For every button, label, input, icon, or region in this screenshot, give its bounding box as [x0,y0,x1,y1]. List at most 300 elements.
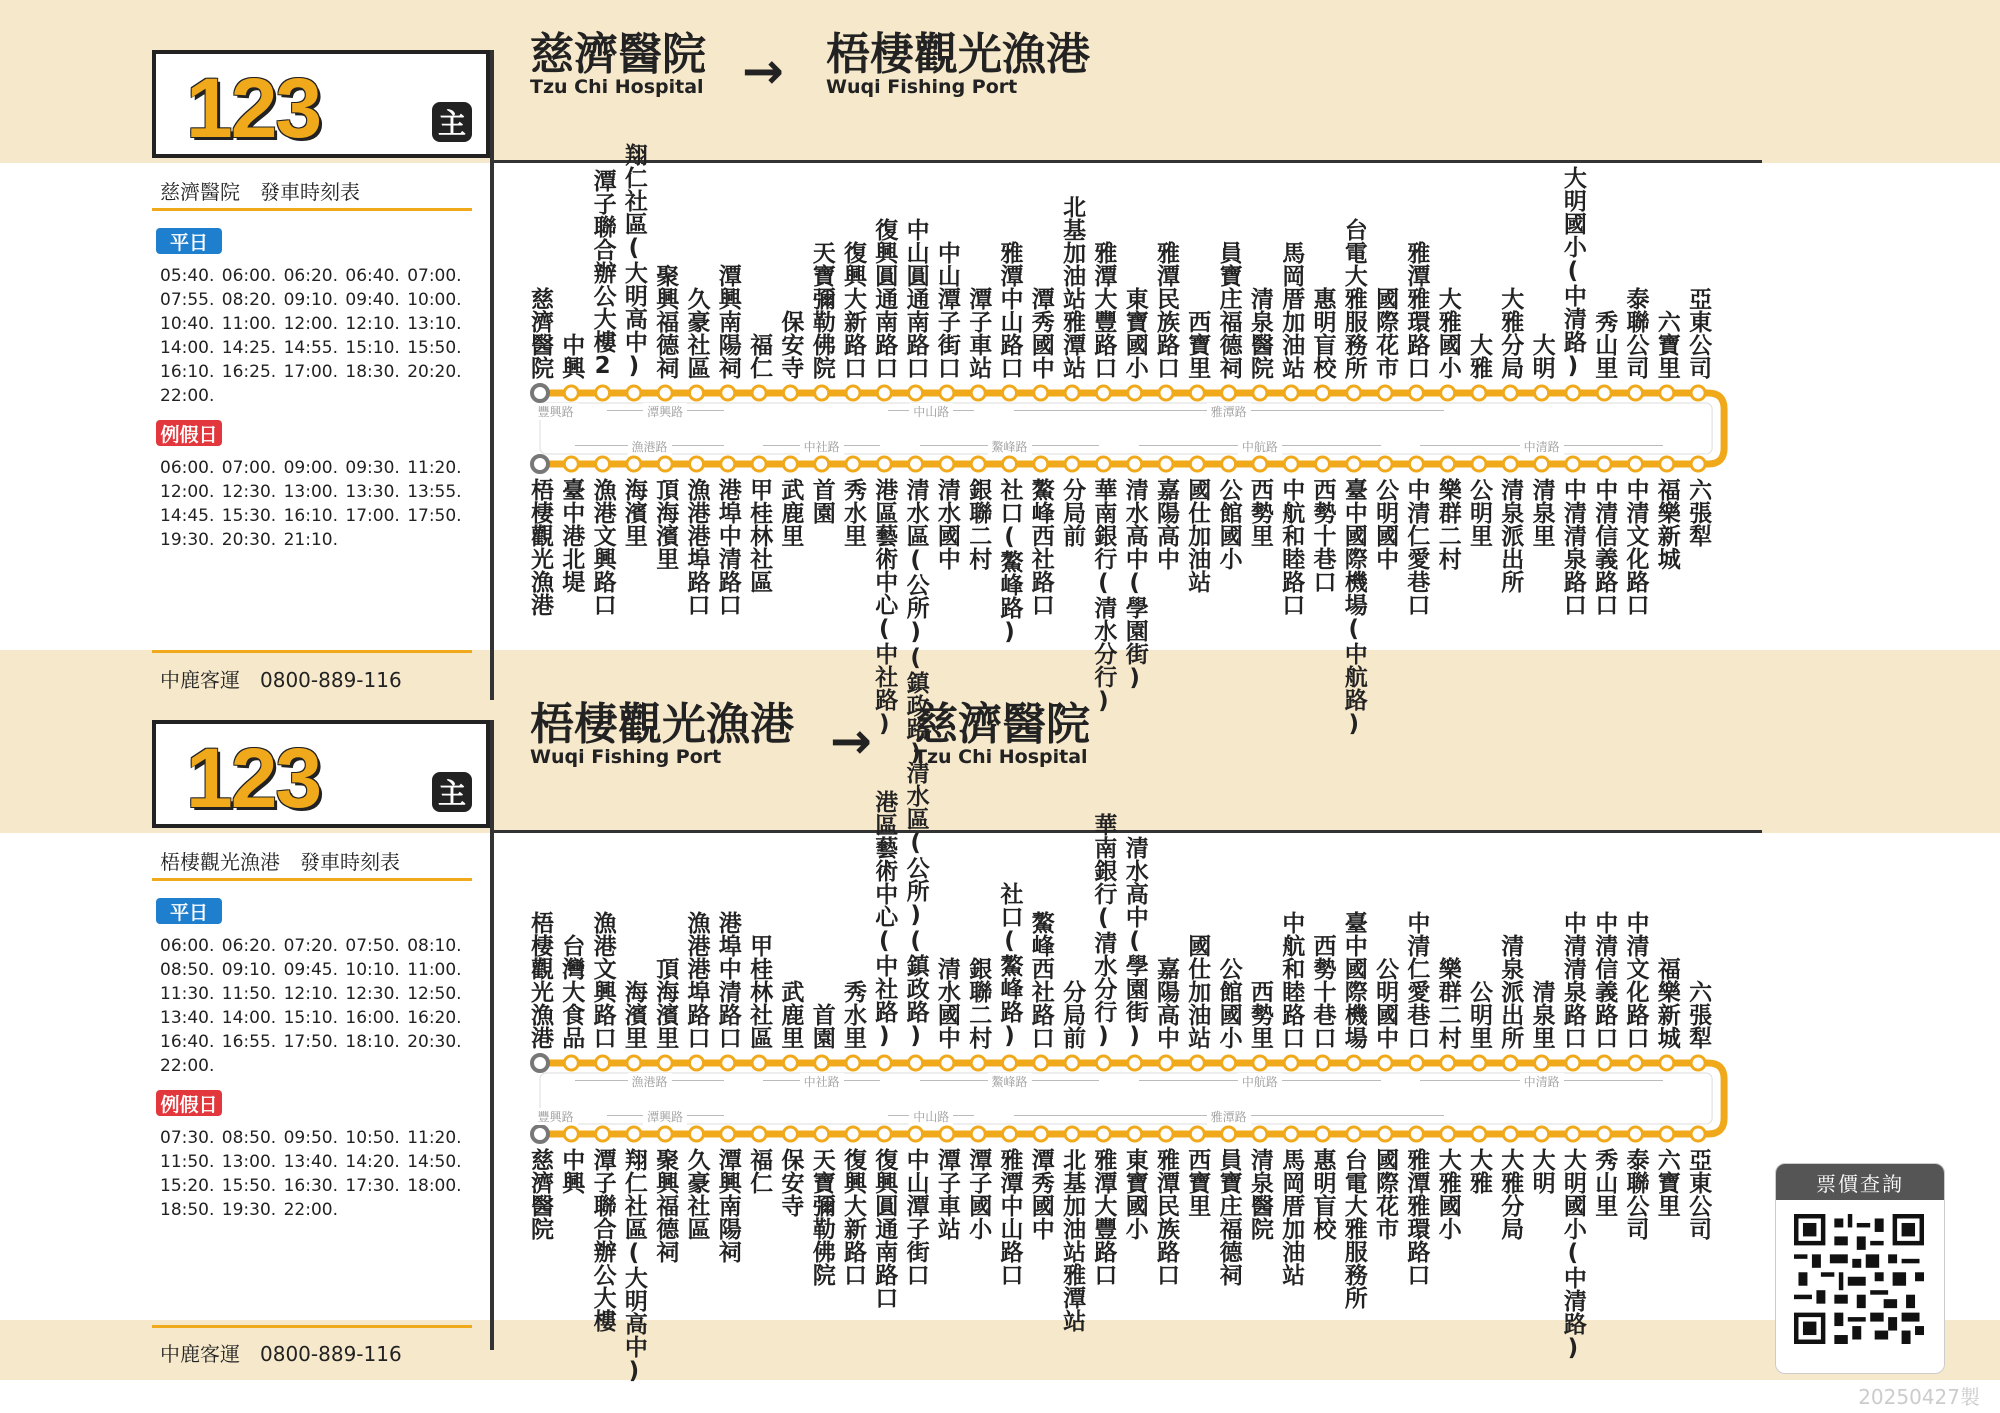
stop-marker[interactable] [596,1127,610,1141]
stop-lower[interactable] [1024,478,1058,616]
stop-lower[interactable] [1274,1148,1308,1286]
stop-marker[interactable] [909,1127,923,1141]
stop-marker[interactable] [1034,386,1048,400]
stop-marker[interactable] [1253,386,1267,400]
stop-marker[interactable] [940,1127,954,1141]
stop-marker[interactable] [1096,457,1110,471]
stop-upper[interactable] [1274,911,1308,1049]
stop-marker[interactable] [627,1127,641,1141]
stop-marker[interactable] [1566,1127,1580,1141]
stop-upper[interactable] [1212,957,1246,1049]
stop-marker[interactable] [1159,1056,1173,1070]
stop-upper[interactable] [523,911,557,1049]
stop-upper[interactable] [1462,980,1496,1049]
stop-lower[interactable] [1587,1148,1621,1217]
stop-marker[interactable] [1409,457,1423,471]
stop-lower[interactable] [1149,1148,1183,1286]
stop-lower[interactable] [930,1148,964,1240]
stop-marker[interactable] [1190,457,1204,471]
stop-marker[interactable] [1535,1056,1549,1070]
stop-lower[interactable] [1525,1148,1559,1194]
stop-marker[interactable] [1034,1056,1048,1070]
stop-marker[interactable] [1347,457,1361,471]
stop-marker[interactable] [1190,1127,1204,1141]
stop-marker[interactable] [658,1127,672,1141]
stop-upper[interactable] [1118,836,1152,1049]
stop-marker[interactable] [690,386,704,400]
stop-marker[interactable] [1691,457,1705,471]
stop-upper[interactable] [899,218,933,379]
stop-lower[interactable] [648,478,682,570]
stop-marker[interactable] [532,1055,548,1071]
stop-upper[interactable] [1212,241,1246,379]
stop-marker[interactable] [1034,1127,1048,1141]
stop-marker[interactable] [1284,457,1298,471]
stop-upper[interactable] [1024,287,1058,379]
stop-marker[interactable] [1222,457,1236,471]
stop-lower[interactable] [1118,1148,1152,1240]
stop-upper[interactable] [554,333,588,379]
stop-lower[interactable] [554,478,588,593]
stop-upper[interactable] [805,1003,839,1049]
stop-marker[interactable] [690,1056,704,1070]
stop-marker[interactable] [815,1127,829,1141]
stop-upper[interactable] [961,287,995,379]
stop-upper[interactable] [680,911,714,1049]
stop-upper[interactable] [1493,287,1527,379]
stop-upper[interactable] [711,264,745,379]
stop-marker[interactable] [1347,1127,1361,1141]
stop-lower[interactable] [1619,1148,1653,1240]
stop-upper[interactable] [648,957,682,1049]
stop-marker[interactable] [783,386,797,400]
stop-marker[interactable] [1378,1127,1392,1141]
stop-lower[interactable] [554,1148,588,1194]
stop-marker[interactable] [940,1056,954,1070]
stop-marker[interactable] [1316,1056,1330,1070]
stop-marker[interactable] [877,1127,891,1141]
stop-upper[interactable] [1243,287,1277,379]
stop-upper[interactable] [617,143,651,379]
stop-marker[interactable] [1065,457,1079,471]
stop-lower[interactable] [773,478,807,547]
stop-lower[interactable] [773,1148,807,1217]
stop-lower[interactable] [867,1148,901,1309]
stop-marker[interactable] [752,386,766,400]
stop-marker[interactable] [1378,457,1392,471]
stop-lower[interactable] [1337,1148,1371,1309]
stop-upper[interactable] [1274,241,1308,379]
stop-marker[interactable] [1222,1056,1236,1070]
stop-marker[interactable] [1253,1056,1267,1070]
stop-upper[interactable] [867,218,901,379]
stop-marker[interactable] [752,1056,766,1070]
stop-marker[interactable] [1472,1056,1486,1070]
stop-upper[interactable] [1118,287,1152,379]
stop-marker[interactable] [1441,386,1455,400]
stop-upper[interactable] [1681,980,1715,1049]
stop-marker[interactable] [721,386,735,400]
stop-lower[interactable] [805,1148,839,1286]
stop-marker[interactable] [1222,386,1236,400]
stop-lower[interactable] [523,1148,557,1240]
stop-upper[interactable] [1399,911,1433,1049]
stop-marker[interactable] [1222,1127,1236,1141]
stop-upper[interactable] [993,241,1027,379]
stop-lower[interactable] [1024,1148,1058,1240]
stop-upper[interactable] [680,287,714,379]
stop-upper[interactable] [1619,287,1653,379]
stop-lower[interactable] [1274,478,1308,616]
stop-marker[interactable] [846,457,860,471]
stop-marker[interactable] [909,386,923,400]
stop-upper[interactable] [1650,310,1684,379]
stop-marker[interactable] [1660,386,1674,400]
stop-lower[interactable] [1493,478,1527,593]
stop-marker[interactable] [752,1127,766,1141]
stop-marker[interactable] [1691,1056,1705,1070]
stop-upper[interactable] [1431,957,1465,1049]
stop-marker[interactable] [1034,457,1048,471]
stop-upper[interactable] [1525,980,1559,1049]
stop-upper[interactable] [1055,195,1089,379]
stop-upper[interactable] [773,310,807,379]
stop-upper[interactable] [1462,333,1496,379]
stop-upper[interactable] [1368,957,1402,1049]
stop-marker[interactable] [532,456,548,472]
stop-lower[interactable] [1212,478,1246,570]
stop-lower[interactable] [1399,1148,1433,1286]
stop-lower[interactable] [1619,478,1653,616]
stop-lower[interactable] [680,1148,714,1240]
stop-lower[interactable] [836,1148,870,1286]
stop-lower[interactable] [899,1148,933,1286]
stop-marker[interactable] [1629,1127,1643,1141]
stop-marker[interactable] [783,457,797,471]
stop-marker[interactable] [1378,1056,1392,1070]
stop-marker[interactable] [1253,1127,1267,1141]
stop-marker[interactable] [1535,1127,1549,1141]
stop-lower[interactable] [1462,1148,1496,1194]
stop-marker[interactable] [1566,386,1580,400]
stop-marker[interactable] [1347,1056,1361,1070]
stop-lower[interactable] [805,478,839,524]
stop-upper[interactable] [1086,813,1120,1049]
stop-lower[interactable] [1431,1148,1465,1240]
stop-upper[interactable] [867,790,901,1049]
stop-marker[interactable] [815,386,829,400]
stop-marker[interactable] [1409,386,1423,400]
stop-marker[interactable] [1347,386,1361,400]
stop-marker[interactable] [909,1056,923,1070]
stop-upper[interactable] [961,957,995,1049]
stop-marker[interactable] [1691,386,1705,400]
stop-marker[interactable] [1629,386,1643,400]
stop-lower[interactable] [1368,1148,1402,1240]
stop-marker[interactable] [658,386,672,400]
stop-upper[interactable] [617,980,651,1049]
stop-marker[interactable] [1284,1056,1298,1070]
stop-upper[interactable] [1650,957,1684,1049]
stop-lower[interactable] [1306,1148,1340,1240]
stop-lower[interactable] [1243,478,1277,547]
stop-marker[interactable] [1096,1056,1110,1070]
stop-marker[interactable] [627,386,641,400]
stop-lower[interactable] [1556,478,1590,616]
stop-upper[interactable] [586,169,620,379]
stop-marker[interactable] [627,457,641,471]
stop-lower[interactable] [617,1148,651,1384]
stop-lower[interactable] [1525,478,1559,547]
stop-lower[interactable] [617,478,651,547]
stop-marker[interactable] [627,1056,641,1070]
stop-marker[interactable] [1409,1127,1423,1141]
stop-marker[interactable] [1597,457,1611,471]
stop-upper[interactable] [1180,310,1214,379]
stop-marker[interactable] [1128,457,1142,471]
stop-marker[interactable] [1503,1127,1517,1141]
stop-lower[interactable] [1243,1148,1277,1240]
stop-upper[interactable] [742,934,776,1049]
stop-marker[interactable] [1472,457,1486,471]
stop-marker[interactable] [877,386,891,400]
stop-marker[interactable] [1472,386,1486,400]
stop-marker[interactable] [846,386,860,400]
stop-upper[interactable] [1493,934,1527,1049]
qr-code-icon[interactable] [1794,1214,1924,1344]
stop-marker[interactable] [596,457,610,471]
stop-lower[interactable] [1118,478,1152,691]
stop-marker[interactable] [1284,1127,1298,1141]
stop-upper[interactable] [773,980,807,1049]
stop-marker[interactable] [690,1127,704,1141]
stop-lower[interactable] [993,478,1027,645]
stop-upper[interactable] [1086,241,1120,379]
stop-lower[interactable] [1587,478,1621,616]
stop-marker[interactable] [971,386,985,400]
stop-marker[interactable] [1660,457,1674,471]
stop-marker[interactable] [1566,1056,1580,1070]
stop-upper[interactable] [993,882,1027,1049]
stop-lower[interactable] [961,478,995,570]
stop-upper[interactable] [1337,911,1371,1049]
stop-marker[interactable] [1065,386,1079,400]
stop-marker[interactable] [971,1127,985,1141]
stop-lower[interactable] [1556,1148,1590,1361]
stop-lower[interactable] [1368,478,1402,570]
stop-lower[interactable] [1681,478,1715,547]
stop-upper[interactable] [1587,911,1621,1049]
stop-lower[interactable] [1086,1148,1120,1286]
stop-marker[interactable] [1284,386,1298,400]
stop-marker[interactable] [564,1056,578,1070]
stop-marker[interactable] [1003,386,1017,400]
stop-lower[interactable] [1462,478,1496,547]
stop-marker[interactable] [1003,457,1017,471]
stop-upper[interactable] [523,287,557,379]
stop-marker[interactable] [721,1127,735,1141]
stop-marker[interactable] [1535,457,1549,471]
stop-upper[interactable] [1337,218,1371,379]
stop-marker[interactable] [783,1127,797,1141]
stop-upper[interactable] [1587,310,1621,379]
stop-lower[interactable] [742,478,776,593]
stop-lower[interactable] [648,1148,682,1263]
stop-marker[interactable] [1629,457,1643,471]
stop-upper[interactable] [554,934,588,1049]
stop-marker[interactable] [1535,386,1549,400]
stop-marker[interactable] [1253,457,1267,471]
stop-marker[interactable] [1128,386,1142,400]
stop-marker[interactable] [1316,386,1330,400]
stop-marker[interactable] [1629,1056,1643,1070]
stop-upper[interactable] [742,333,776,379]
stop-marker[interactable] [658,1056,672,1070]
stop-marker[interactable] [1441,1127,1455,1141]
fare-query-card[interactable] [1775,1163,1945,1374]
stop-upper[interactable] [1681,287,1715,379]
stop-lower[interactable] [1650,478,1684,570]
stop-lower[interactable] [586,478,620,616]
stop-marker[interactable] [846,1127,860,1141]
stop-marker[interactable] [877,457,891,471]
stop-upper[interactable] [1619,911,1653,1049]
stop-lower[interactable] [1180,478,1214,593]
stop-upper[interactable] [648,264,682,379]
stop-marker[interactable] [1597,1127,1611,1141]
stop-marker[interactable] [1159,457,1173,471]
stop-marker[interactable] [940,457,954,471]
stop-lower[interactable] [1650,1148,1684,1217]
stop-lower[interactable] [742,1148,776,1194]
stop-upper[interactable] [836,980,870,1049]
stop-lower[interactable] [930,478,964,570]
stop-lower[interactable] [1212,1148,1246,1286]
stop-marker[interactable] [1409,1056,1423,1070]
stop-upper[interactable] [930,957,964,1049]
stop-lower[interactable] [586,1148,620,1332]
stop-marker[interactable] [721,457,735,471]
stop-upper[interactable] [1306,934,1340,1049]
stop-upper[interactable] [1525,333,1559,379]
stop-marker[interactable] [1096,1127,1110,1141]
stop-lower[interactable] [1681,1148,1715,1240]
stop-marker[interactable] [1503,386,1517,400]
stop-marker[interactable] [1566,457,1580,471]
stop-marker[interactable] [1660,1127,1674,1141]
stop-marker[interactable] [564,386,578,400]
stop-marker[interactable] [940,386,954,400]
stop-marker[interactable] [596,386,610,400]
stop-lower[interactable] [1055,478,1089,547]
stop-marker[interactable] [815,457,829,471]
stop-marker[interactable] [1597,386,1611,400]
stop-marker[interactable] [1472,1127,1486,1141]
stop-marker[interactable] [1441,457,1455,471]
stop-marker[interactable] [1316,457,1330,471]
stop-lower[interactable] [711,478,745,616]
stop-marker[interactable] [846,1056,860,1070]
stop-upper[interactable] [711,911,745,1049]
stop-lower[interactable] [836,478,870,547]
stop-marker[interactable] [1691,1127,1705,1141]
stop-marker[interactable] [596,1056,610,1070]
stop-lower[interactable] [1055,1148,1089,1332]
stop-lower[interactable] [1431,478,1465,570]
stop-upper[interactable] [899,761,933,1049]
stop-marker[interactable] [1597,1056,1611,1070]
stop-lower[interactable] [1399,478,1433,616]
stop-marker[interactable] [1316,1127,1330,1141]
stop-upper[interactable] [1368,287,1402,379]
stop-marker[interactable] [1190,1056,1204,1070]
stop-marker[interactable] [532,385,548,401]
stop-upper[interactable] [1306,287,1340,379]
stop-upper[interactable] [1399,241,1433,379]
stop-marker[interactable] [1378,386,1392,400]
stop-marker[interactable] [658,457,672,471]
stop-marker[interactable] [877,1056,891,1070]
stop-upper[interactable] [1149,957,1183,1049]
stop-upper[interactable] [586,911,620,1049]
stop-marker[interactable] [1503,1056,1517,1070]
stop-marker[interactable] [721,1056,735,1070]
stop-lower[interactable] [680,478,714,616]
stop-lower[interactable] [993,1148,1027,1286]
stop-upper[interactable] [1556,911,1590,1049]
stop-marker[interactable] [909,457,923,471]
stop-marker[interactable] [564,1127,578,1141]
stop-marker[interactable] [1128,1056,1142,1070]
stop-marker[interactable] [690,457,704,471]
stop-marker[interactable] [1660,1056,1674,1070]
stop-lower[interactable] [711,1148,745,1263]
stop-lower[interactable] [1149,478,1183,570]
stop-upper[interactable] [1180,934,1214,1049]
stop-marker[interactable] [532,1126,548,1142]
stop-marker[interactable] [1441,1056,1455,1070]
stop-upper[interactable] [930,241,964,379]
stop-upper[interactable] [1024,911,1058,1049]
stop-upper[interactable] [1556,166,1590,379]
stop-marker[interactable] [1128,1127,1142,1141]
stop-upper[interactable] [1055,980,1089,1049]
stop-marker[interactable] [1503,457,1517,471]
stop-marker[interactable] [1159,1127,1173,1141]
stop-marker[interactable] [1065,1127,1079,1141]
stop-marker[interactable] [1096,386,1110,400]
stop-marker[interactable] [971,1056,985,1070]
stop-marker[interactable] [783,1056,797,1070]
stop-lower[interactable] [1180,1148,1214,1217]
stop-marker[interactable] [1003,1127,1017,1141]
stop-upper[interactable] [805,241,839,379]
stop-lower[interactable] [1493,1148,1527,1240]
stop-upper[interactable] [1149,241,1183,379]
stop-marker[interactable] [1065,1056,1079,1070]
stop-upper[interactable] [836,241,870,379]
stop-marker[interactable] [971,457,985,471]
stop-marker[interactable] [1003,1056,1017,1070]
stop-lower[interactable] [961,1148,995,1240]
stop-marker[interactable] [1190,386,1204,400]
stop-lower[interactable] [523,478,557,616]
stop-upper[interactable] [1431,287,1465,379]
stop-upper[interactable] [1243,980,1277,1049]
stop-lower[interactable] [1306,478,1340,593]
stop-marker[interactable] [752,457,766,471]
stop-marker[interactable] [564,457,578,471]
